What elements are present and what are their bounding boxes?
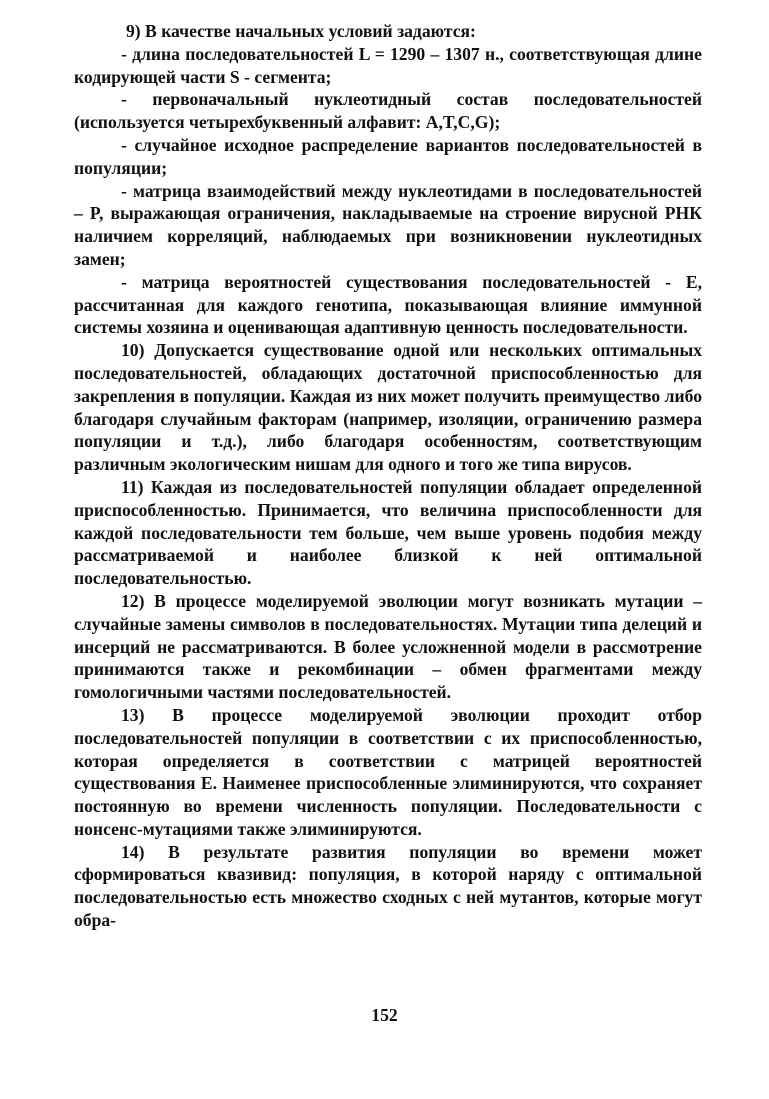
paragraph-item-14: 14) В результате развития популяции во времени может сформироваться квазивид: популяция, в которой наряду с оптимальной последовательностью есть множество сходных с ней мутантов, которые могут обра- [74, 841, 702, 931]
paragraph-interaction-matrix: - матрица взаимодействий между нуклеотидами в последовательностей – P, выражающая ограничения, накладываемые на строение вирусной РНК наличием корреляций, наблюдаемых при возникновении нуклеотидных замен; [74, 180, 702, 269]
paragraph-initial-conditions-heading: 9) В качестве начальных условий задаются: [126, 21, 476, 41]
paragraph-item-10: 10) Допускается существование одной или нескольких оптимальных последовательностей, обладающих достаточной приспособленностью для закрепления в популяции. Каждая из них может получить преимущество либо благодаря случайным факторам (например, изоляции, ограничению размера популяции и т.д.), либо благодаря особенностям, соответствующим различным экологическим нишам для одного и того же типа вирусов. [74, 340, 702, 475]
paragraph-item-13: 13) В процессе моделируемой эволюции проходит отбор последовательностей популяции в соответствии с их приспособленностью, которая определяется в соответствии с матрицей вероятностей существования E. Наименее приспособленные элиминируются, что сохраняет постоянную во времени численность популяции. Последовательности с нонсенс-мутациями также элиминируются. [74, 704, 702, 839]
paragraph-random-distribution: - случайное исходное распределение вариантов последовательностей в популяции; [74, 134, 702, 178]
paragraph-item-11: 11) Каждая из последовательностей популяции обладает определенной приспособленностью. Принимается, что величина приспособленности для каждой последовательности тем больше, чем выше уровень подобия между рассматриваемой и наиболее близкой к ней оптимальной последовательностью. [74, 476, 702, 589]
page-body [74, 20, 702, 932]
paragraph-probability-matrix: - матрица вероятностей существования последовательностей - E, рассчитанная для каждого генотипа, показывающая влияние иммунной системы хозяина и оценивающая адаптивную ценность последовательности. [74, 271, 702, 338]
page-number: 152 [371, 1005, 398, 1025]
paragraph-sequence-length: - длина последовательностей L = 1290 – 1307 н., соответствующая длине кодирующей части S - сегмента; [74, 43, 702, 87]
paragraph-nucleotide-composition: - первоначальный нуклеотидный состав последовательностей (используется четырехбуквенный алфавит: A,T,C,G); [74, 89, 702, 133]
paragraph-item-12: 12) В процессе моделируемой эволюции могут возникать мутации – случайные замены символов в последовательностях. Мутации типа делеций и инсерций не рассматриваются. В более усложненной модели в рассмотрение принимаются также и рекомбинации – обмен фрагментами между гомологичными частями последовательностей. [74, 590, 702, 703]
